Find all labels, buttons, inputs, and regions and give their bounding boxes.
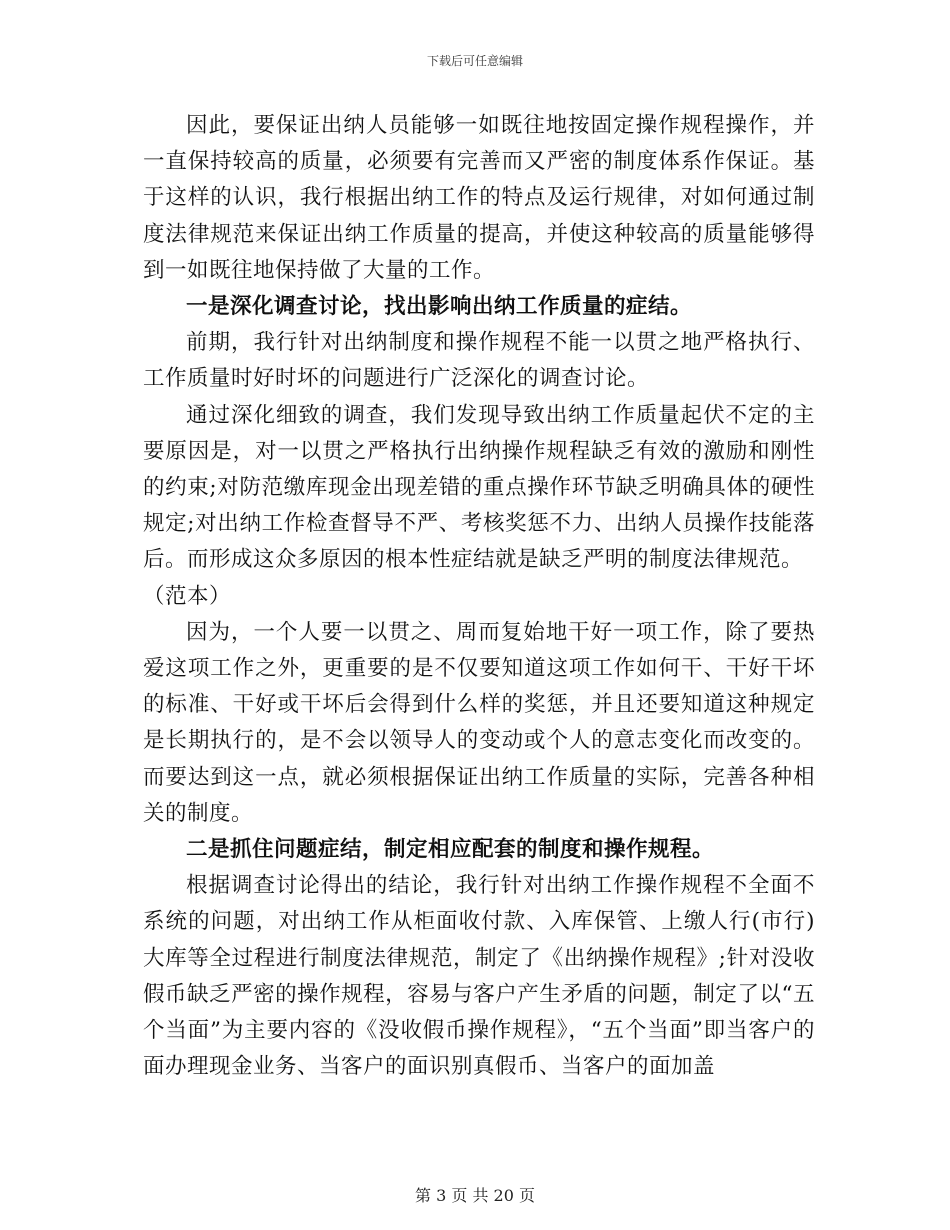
- paragraph-intro: 因此，要保证出纳人员能够一如既往地按固定操作规程操作，并一直保持较高的质量，必须要有完善而又严密的制度体系作保证。基于这样的认识，我行根据出纳工作的特点及运行规律，对如何通过制度法律规范来保证出纳工作质量的提高，并使这种较高的质量能够得到一如既往地保持做了大量的工作。: [143, 113, 815, 283]
- paragraph-reason: 因为，一个人要一以贯之、周而复始地干好一项工作，除了要热爱这项工作之外，更重要的是不仅要知道这项工作如何干、干好干坏的标准、干好或干坏后会得到什么样的奖惩，并且还要知道这种规定是长期执行的，是不会以领导人的变动或个人的意志变化而改变的。而要达到这一点，就必须根据保证出纳工作质量的实际，完善各种相关的制度。: [143, 619, 815, 826]
- section-heading-1: 一是深化调查讨论，找出影响出纳工作质量的症结。: [186, 294, 693, 320]
- paragraph-early-stage: 前期，我行针对出纳制度和操作规程不能一以贯之地严格执行、工作质量时好时坏的问题进行广泛深化的调查讨论。: [143, 330, 815, 392]
- template-label: （范本）: [143, 583, 232, 609]
- paragraph-investigation: 通过深化细致的调查，我们发现导致出纳工作质量起伏不定的主要原因是，对一以贯之严格执行出纳操作规程缺乏有效的激励和刚性的约束;对防范缴库现金出现差错的重点操作环节缺乏明确具体的硬性规定;对出纳工作检查督导不严、考核奖惩不力、出纳人员操作技能落后。而形成这众多原因的根本性症结就是缺乏严明的制度法律规范。: [143, 402, 815, 573]
- paragraph-rules: 根据调查讨论得出的结论，我行针对出纳工作操作规程不全面不系统的问题，对出纳工作从柜面收付款、入库保管、上缴人行(市行)大库等全过程进行制度法律规范，制定了《出纳操作规程》;针对没收假币缺乏严密的操作规程，容易与客户产生矛盾的问题，制定了以“五个当面”为主要内容的《没收假币操作规程》，“五个当面”即当客户的面办理现金业务、当客户的面识别真假币、当客户的面加盖: [143, 873, 815, 1080]
- document-body: [143, 108, 815, 1085]
- page-number: 第 3 页 共 20 页: [415, 1186, 535, 1205]
- page-header: 下载后可任意编辑: [426, 54, 523, 68]
- section-heading-2: 二是抓住问题症结，制定相应配套的制度和操作规程。: [186, 837, 715, 863]
